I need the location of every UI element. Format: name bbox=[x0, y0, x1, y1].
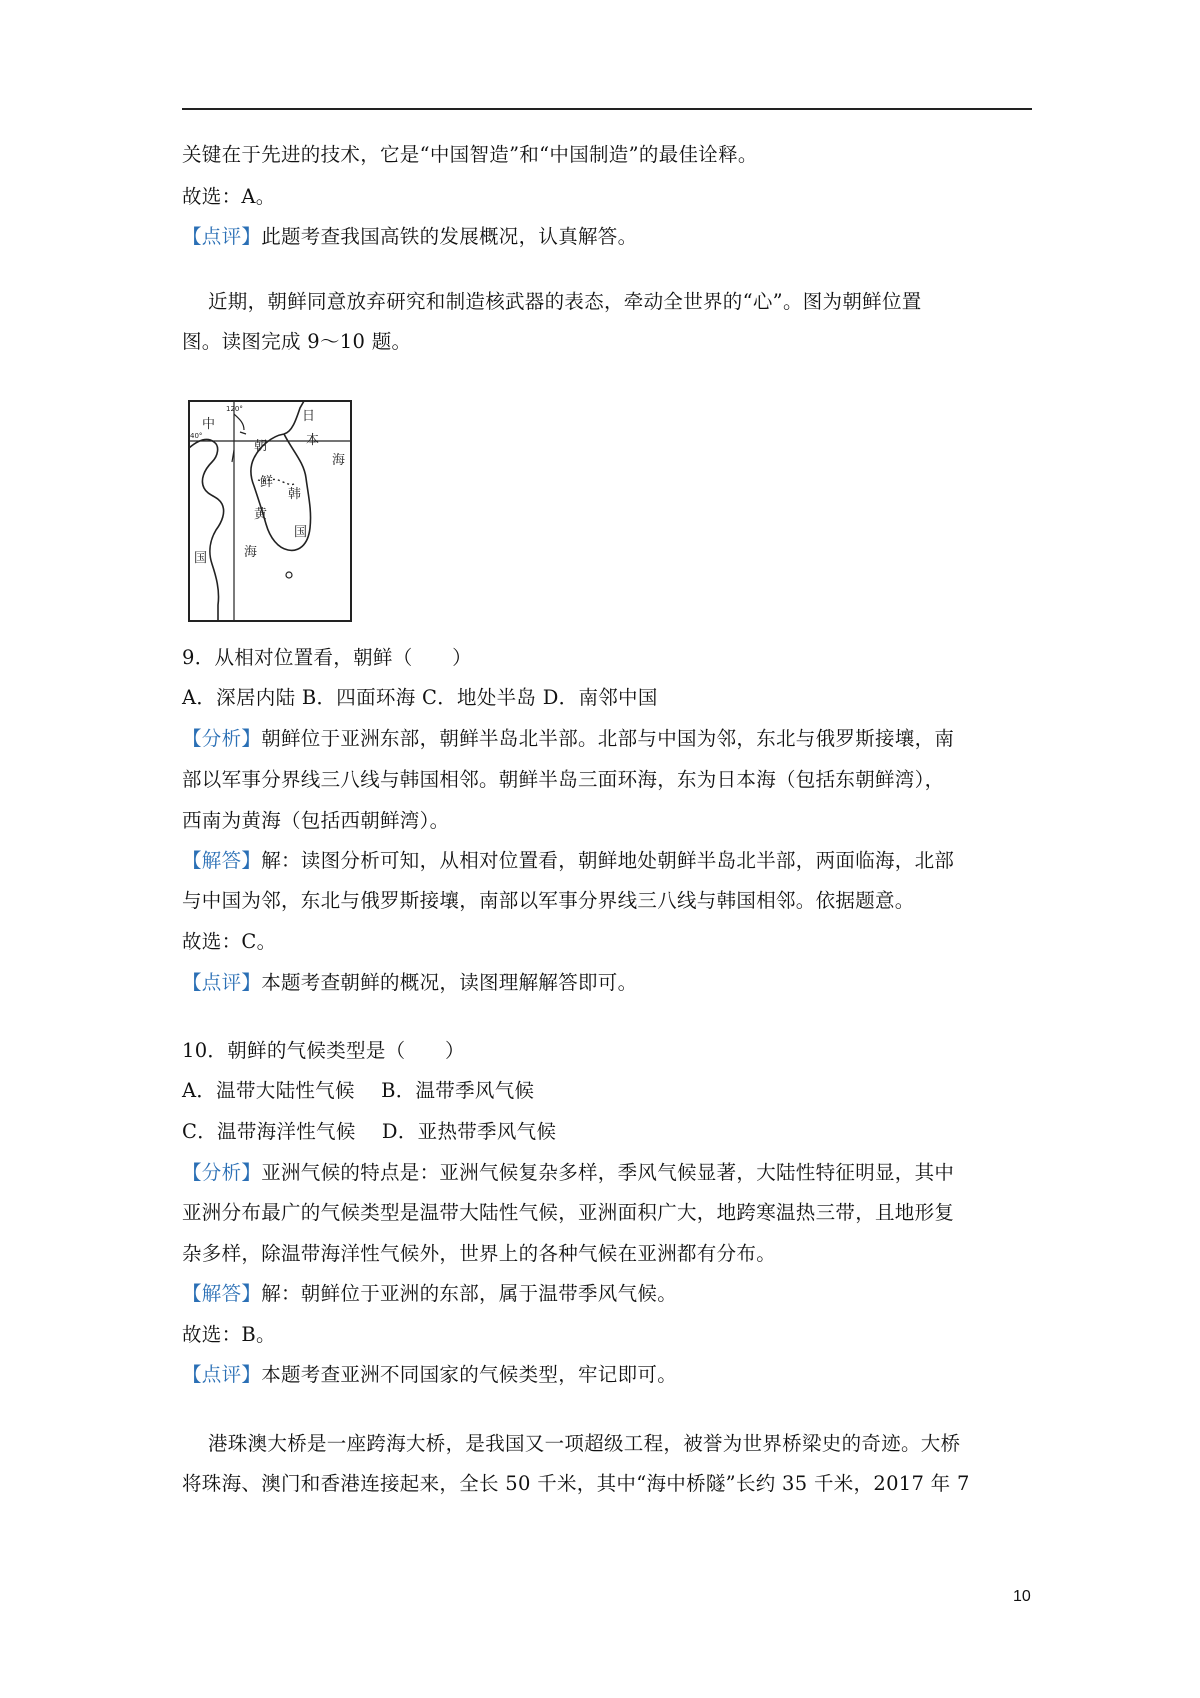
map-label-chao: 朝 bbox=[254, 439, 268, 454]
text-line: 与中国为邻，东北与俄罗斯接壤，南部以军事分界线三八线与韩国相邻。依据题意。 bbox=[182, 889, 915, 912]
analysis-line bbox=[182, 1160, 954, 1186]
text-line: 亚洲分布最广的气候类型是温带大陆性气候，亚洲面积广大，地跨寒温热三带，且地形复 bbox=[182, 1201, 955, 1224]
analysis-text: 亚洲气候的特点是：亚洲气候复杂多样，季风气候显著，大陆性特征明显，其中 bbox=[261, 1161, 955, 1184]
page-number: 10 bbox=[1013, 1588, 1031, 1605]
analysis-text: 朝鲜位于亚洲东部，朝鲜半岛北半部。北部与中国为邻，东北与俄罗斯接壤，南 bbox=[261, 727, 955, 750]
text-line: 关键在于先进的技术，它是“中国智造”和“中国制造”的最佳诠释。 bbox=[182, 143, 758, 166]
text-line: 杂多样，除温带海洋性气候外，世界上的各种气候在亚洲都有分布。 bbox=[182, 1242, 777, 1265]
answer-line: 故选：A。 bbox=[182, 185, 276, 208]
answer-line: 故选：C。 bbox=[182, 930, 277, 953]
question-9-options: A．深居内陆 B．四面环海 C．地处半岛 D．南邻中国 bbox=[182, 686, 658, 709]
analysis-tag: 【分析】 bbox=[182, 727, 262, 750]
bridge-paragraph: 港珠澳大桥是一座跨海大桥，是我国又一项超级工程，被誉为世界桥梁史的奇迹。大桥 bbox=[208, 1432, 961, 1455]
header-rule bbox=[182, 108, 1032, 110]
comment-tag: 【点评】 bbox=[182, 225, 262, 248]
map-label-ben: 本 bbox=[306, 433, 320, 448]
map-figure bbox=[188, 400, 352, 622]
analysis-line bbox=[182, 726, 954, 752]
comment-line bbox=[182, 224, 637, 250]
map-label-ri: 日 bbox=[302, 409, 316, 424]
solution-text: 解：朝鲜位于亚洲的东部，属于温带季风气候。 bbox=[261, 1282, 678, 1305]
map-label-guo-kr: 国 bbox=[294, 525, 308, 540]
map-frame bbox=[189, 401, 351, 621]
intro-paragraph: 近期，朝鲜同意放弃研究和制造核武器的表态，牵动全世界的“心”。图为朝鲜位置 bbox=[208, 290, 922, 313]
map-label-huang: 黄 bbox=[254, 507, 268, 522]
map-label-zhong: 中 bbox=[202, 417, 216, 432]
solution-text: 解：读图分析可知，从相对位置看，朝鲜地处朝鲜半岛北半部，两面临海，北部 bbox=[261, 849, 955, 872]
jeju-island bbox=[286, 572, 292, 578]
question-10: 10．朝鲜的气候类型是（ ） bbox=[182, 1039, 465, 1062]
lon-label: 120° bbox=[226, 405, 243, 413]
north-korea-border bbox=[234, 414, 244, 430]
solution-tag: 【解答】 bbox=[182, 1282, 262, 1305]
map-label-han: 韩 bbox=[288, 487, 302, 502]
solution-tag: 【解答】 bbox=[182, 849, 262, 872]
comment-line bbox=[182, 970, 637, 996]
analysis-tag: 【分析】 bbox=[182, 1161, 262, 1184]
comment-tag: 【点评】 bbox=[182, 1363, 262, 1386]
map-label-guo: 国 bbox=[194, 551, 208, 566]
comment-text: 本题考查亚洲不同国家的气候类型，牢记即可。 bbox=[261, 1363, 678, 1386]
comment-tag: 【点评】 bbox=[182, 971, 262, 994]
north-korea-location-map bbox=[188, 400, 352, 622]
map-label-xian: 鲜 bbox=[260, 475, 274, 490]
answer-line: 故选：B。 bbox=[182, 1323, 276, 1346]
comment-line bbox=[182, 1362, 677, 1388]
china-coastline bbox=[189, 440, 224, 621]
map-label-hai-east: 海 bbox=[332, 453, 346, 468]
bridge-paragraph-cont: 将珠海、澳门和香港连接起来，全长 50 千米，其中“海中桥隧”长约 35 千米，2017 年 7 bbox=[182, 1472, 970, 1495]
solution-line bbox=[182, 848, 954, 874]
map-label-hai-yellow: 海 bbox=[244, 545, 258, 560]
comment-text: 此题考查我国高铁的发展概况，认真解答。 bbox=[261, 225, 638, 248]
comment-text: 本题考查朝鲜的概况，读图理解解答即可。 bbox=[261, 971, 638, 994]
lat-label: 40° bbox=[190, 432, 203, 440]
solution-line bbox=[182, 1281, 677, 1307]
question-9: 9．从相对位置看，朝鲜（ ） bbox=[182, 646, 472, 669]
question-10-options-ab: A．温带大陆性气候 B．温带季风气候 bbox=[182, 1079, 535, 1102]
question-10-options-cd: C．温带海洋性气候 D．亚热带季风气候 bbox=[182, 1120, 557, 1143]
text-line: 部以军事分界线三八线与韩国相邻。朝鲜半岛三面环海，东为日本海（包括东朝鲜湾）， bbox=[182, 768, 945, 791]
intro-paragraph-cont: 图。读图完成 9～10 题。 bbox=[182, 330, 412, 353]
text-line: 西南为黄海（包括西朝鲜湾）。 bbox=[182, 809, 450, 832]
